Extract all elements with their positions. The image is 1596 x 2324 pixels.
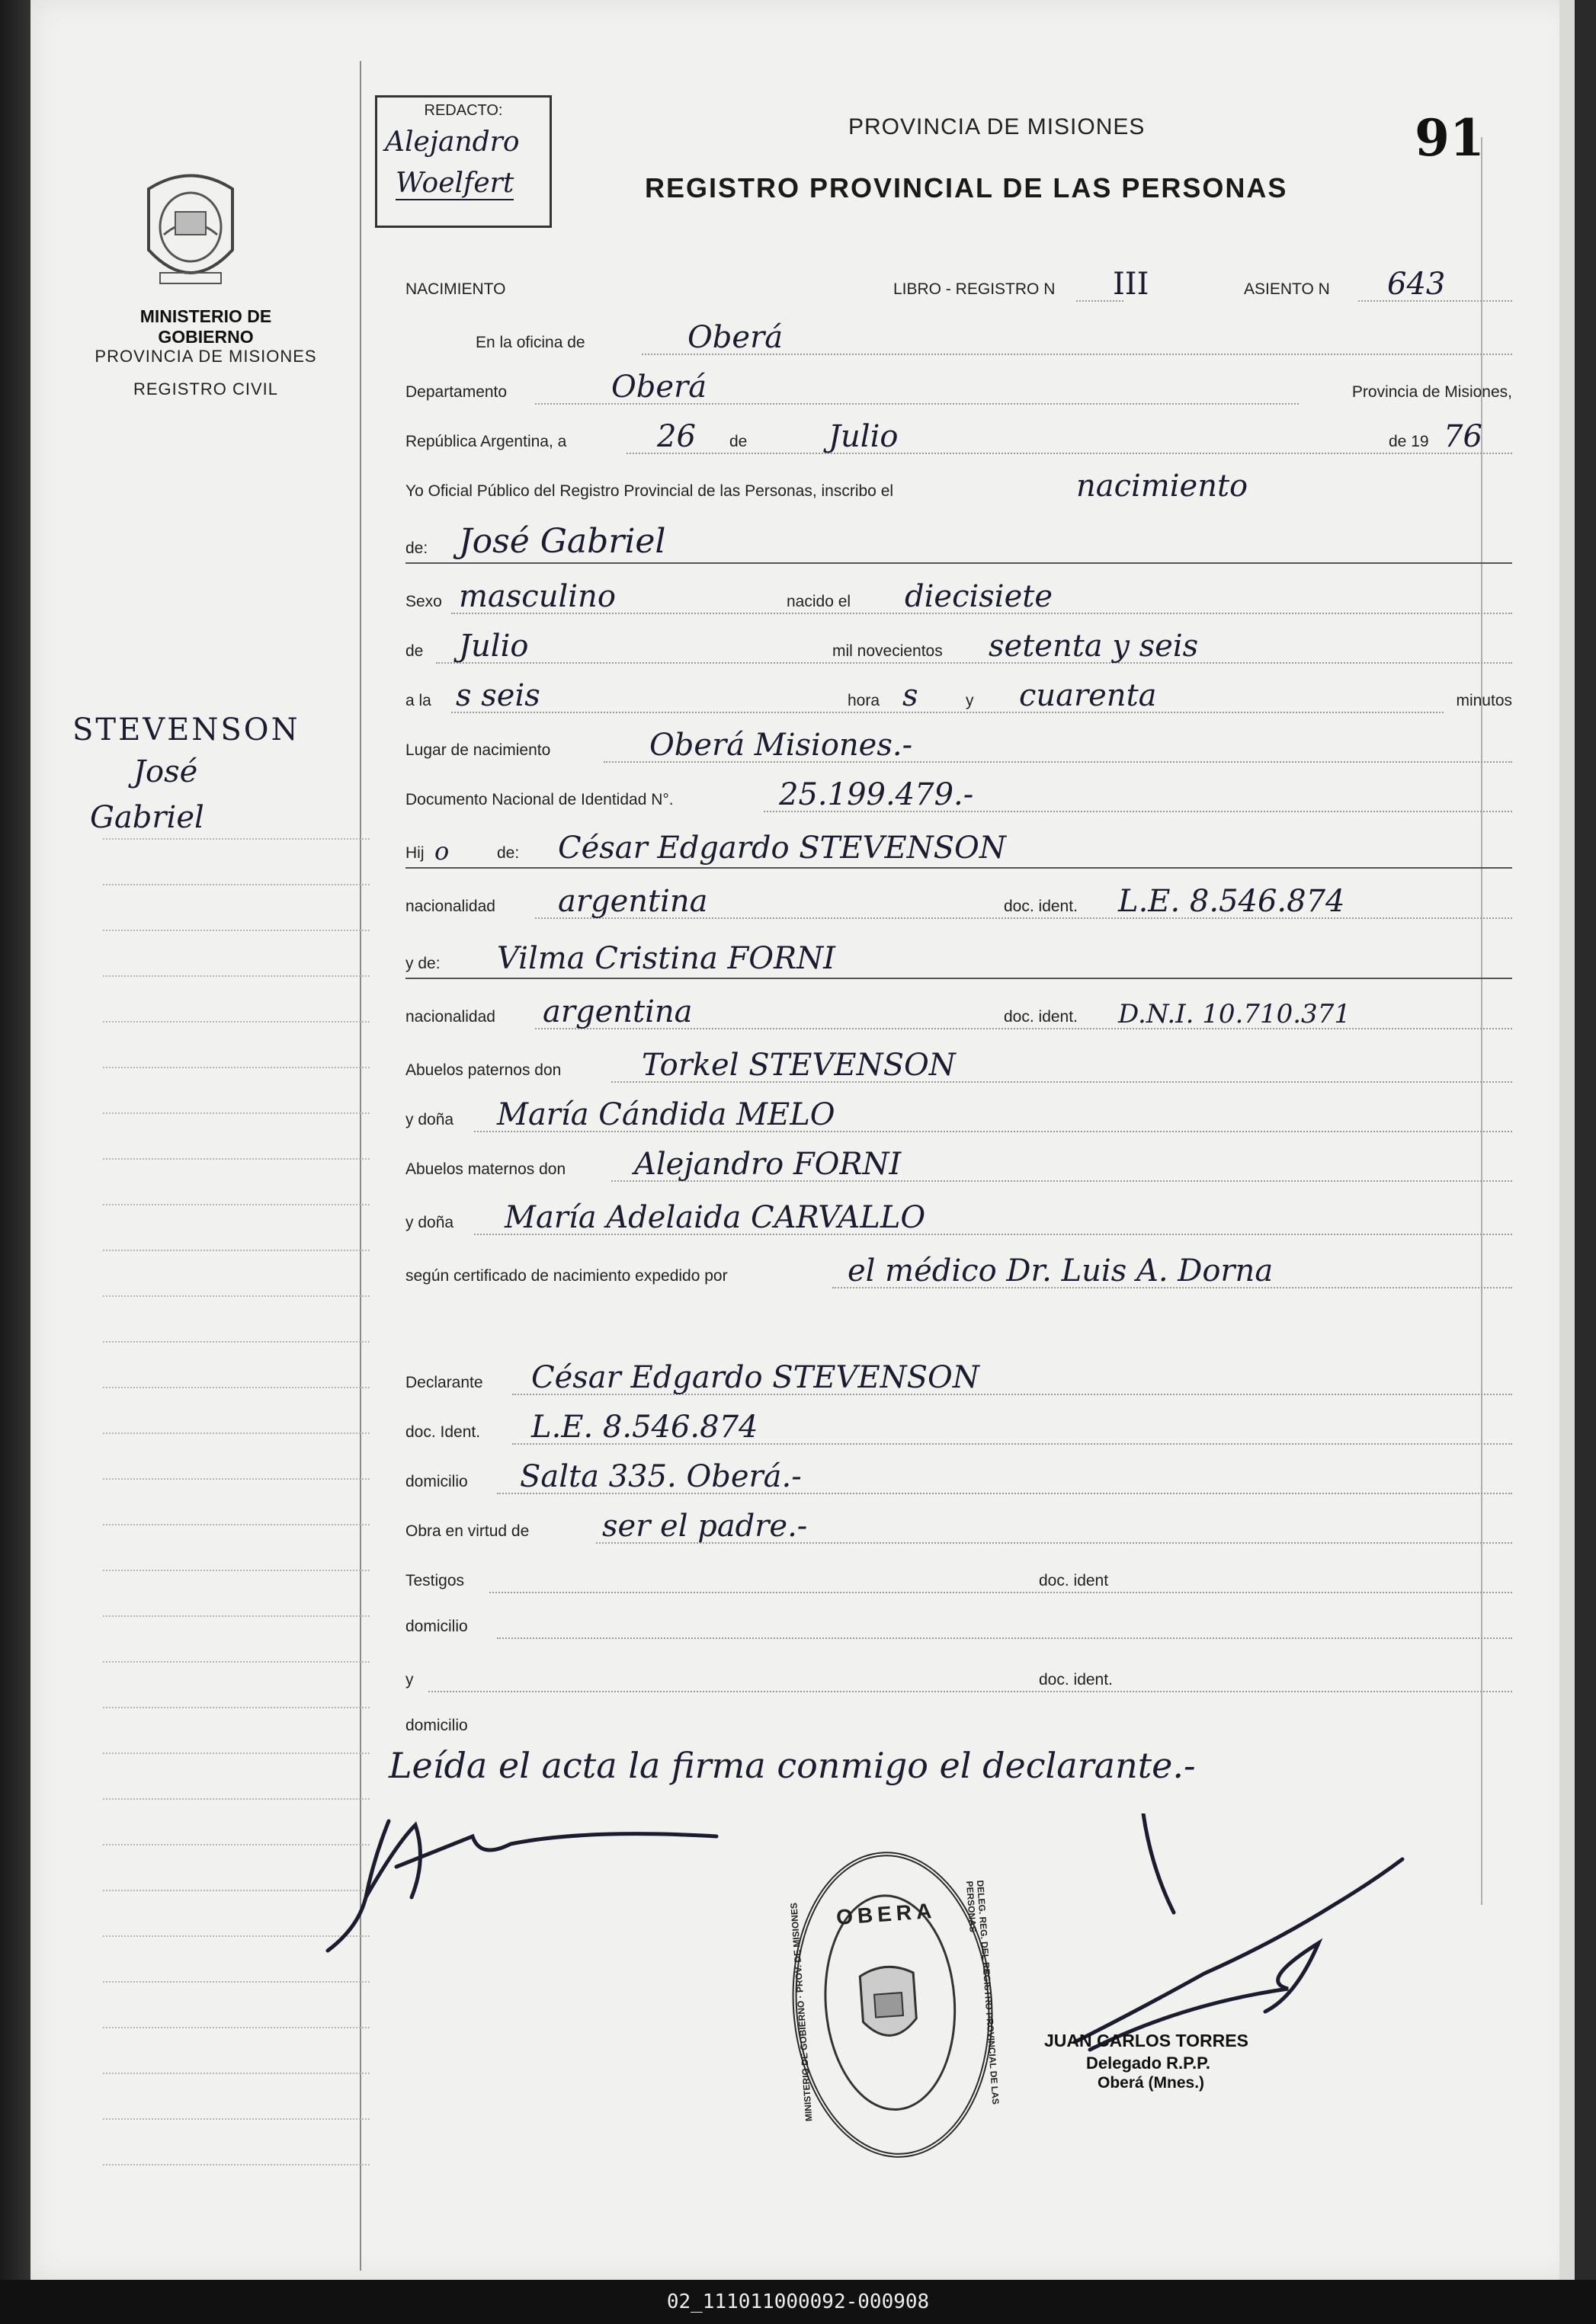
row-doc-declarante <box>405 1402 1512 1448</box>
libro-label: LIBRO - REGISTRO N <box>893 280 1056 298</box>
sexo-label: Sexo <box>405 593 442 610</box>
page-edge <box>1559 0 1575 2280</box>
ala-label: a la <box>405 692 431 709</box>
departamento-label: Departamento <box>405 383 508 401</box>
declarante-value: César Edgardo STEVENSON <box>531 1360 979 1395</box>
image-code-footer: 02_111011000092-000908 <box>0 2280 1596 2324</box>
margin-note-name2: Gabriel <box>90 800 204 835</box>
seal-crest-icon <box>855 1961 921 2049</box>
abuelos-pat-value: Torkel STEVENSON <box>642 1048 956 1083</box>
redacto-label: REDACTO: <box>424 102 503 119</box>
provincia-label: Provincia de Misiones, <box>1351 383 1512 401</box>
ministry-registro-civil: REGISTRO CIVIL <box>133 379 279 399</box>
redacto-name-line2: Woelfert <box>396 168 514 199</box>
hijo-suffix: o <box>434 837 450 866</box>
minutos-value: cuarenta <box>1019 678 1157 713</box>
doc2-label: doc. ident. <box>1004 1008 1078 1026</box>
dni-value: 25.199.479.- <box>779 777 974 812</box>
domicilio1-value: Salta 335. Oberá.- <box>520 1459 802 1494</box>
official-seal <box>782 1845 1002 2164</box>
page-number: 91 <box>1415 108 1485 168</box>
hora-label: hora <box>848 692 880 709</box>
sexo-value: masculino <box>459 579 616 614</box>
asiento-label: ASIENTO N <box>1244 280 1330 298</box>
row-domicilio-testigo1 <box>405 1596 1512 1642</box>
ministry-province: PROVINCIA DE MISIONES <box>95 347 317 366</box>
row-oficial <box>405 461 1512 507</box>
seal-ring-text: DELEG. REG. DEL REGISTRO PROVINCIAL DE LAS PERSONAS <box>963 1880 1002 2105</box>
row-oficina <box>405 312 1512 358</box>
declarante-label: Declarante <box>405 1374 483 1391</box>
nac2-label: nacionalidad <box>405 1008 495 1026</box>
mother-value: Vilma Cristina FORNI <box>497 941 835 976</box>
republica-label: República Argentina, a <box>405 433 567 450</box>
row-fecha <box>405 411 1512 457</box>
day-de-label: de <box>729 433 748 450</box>
official-place: Oberá (Mnes.) <box>1098 2074 1205 2092</box>
dni-label: Documento Nacional de Identidad N°. <box>405 791 674 808</box>
year-prefix: de 19 <box>1389 433 1429 450</box>
row-testigos <box>405 1551 1512 1596</box>
ministry-title: MINISTERIO DE GOBIERNO <box>139 306 272 347</box>
doc-testigo1-label: doc. ident <box>1034 1572 1113 1590</box>
row-abuela-paterna <box>405 1090 1512 1135</box>
row-abuelos-paternos <box>405 1040 1512 1086</box>
seal-top-text: OBERA <box>835 1898 937 1929</box>
doc-testigo2-label: doc. ident. <box>1034 1671 1117 1689</box>
official-title: Delegado R.P.P. <box>1086 2054 1211 2073</box>
mil-label: mil novecientos <box>832 642 943 660</box>
docdecl-label: doc. Ident. <box>405 1423 481 1441</box>
row-dni <box>405 770 1512 815</box>
row-abuela-materna <box>405 1192 1512 1238</box>
abuelos-pat-label: Abuelos paternos don <box>405 1061 562 1079</box>
year-value: 76 <box>1444 419 1482 454</box>
name-value: José Gabriel <box>459 522 666 561</box>
asiento-value: 643 <box>1387 267 1446 302</box>
hora-suffix: s <box>902 678 918 713</box>
dona1-label: y doña <box>405 1111 454 1128</box>
yde-label: y de: <box>405 955 441 972</box>
row-madre <box>405 933 1512 979</box>
seal-bottom-text: MINISTERIO DE GOBIERNO · PROV. DE MISIONES <box>788 1902 815 2122</box>
row-abuelos-maternos <box>405 1139 1512 1185</box>
abuelos-mat-value: Alejandro FORNI <box>634 1147 902 1182</box>
dona1-value: María Cándida MELO <box>497 1097 835 1132</box>
testigos-label: Testigos <box>405 1572 465 1589</box>
dona2-value: María Adelaida CARVALLO <box>505 1200 926 1235</box>
month-value: Julio <box>828 419 899 454</box>
declarant-signature-icon <box>282 1791 739 1966</box>
row-hora <box>405 671 1512 716</box>
y2-label: y <box>405 1671 414 1689</box>
redacto-name-line1: Alejandro <box>385 126 520 158</box>
libro-value: III <box>1113 267 1149 302</box>
hijo-label: Hij <box>405 844 425 862</box>
hijo-de-label: de: <box>497 844 520 862</box>
father-value: César Edgardo STEVENSON <box>558 831 1006 866</box>
doc1-label: doc. ident. <box>1004 898 1078 915</box>
nac1-value: argentina <box>558 884 708 919</box>
mil-value: setenta y seis <box>989 629 1199 664</box>
row-nacido-fecha <box>405 621 1512 667</box>
margin-note-surname: STEVENSON <box>72 712 300 747</box>
row-lugar <box>405 720 1512 766</box>
row-declarante <box>405 1352 1512 1398</box>
province-heading: PROVINCIA DE MISIONES <box>848 114 1146 139</box>
hora-value: s seis <box>456 678 540 713</box>
oficial-label: Yo Oficial Público del Registro Provincial de las Personas, inscribo el <box>405 482 894 500</box>
row-certificado <box>405 1246 1512 1292</box>
row-nac-madre <box>405 987 1512 1032</box>
minutos-label: minutos <box>1456 692 1512 709</box>
certificado-value: el médico Dr. Luis A. Dorna <box>848 1253 1274 1288</box>
row-nombre <box>405 518 1512 564</box>
nacido-de-label: de <box>405 642 424 660</box>
margin-note-name1: José <box>133 754 198 789</box>
provincial-crest-icon <box>141 166 240 288</box>
domicilio3-label: domicilio <box>405 1717 468 1734</box>
nac2-value: argentina <box>543 994 693 1029</box>
nacido-label: nacido el <box>787 593 851 610</box>
obra-label: Obra en virtud de <box>405 1522 530 1540</box>
domicilio1-label: domicilio <box>405 1473 468 1490</box>
nacido-month-value: Julio <box>459 629 529 664</box>
document-page <box>30 0 1575 2280</box>
oficina-value: Oberá <box>687 320 784 355</box>
row-domicilio-declarante <box>405 1452 1512 1497</box>
dona2-label: y doña <box>405 1214 454 1231</box>
row-nac-padre <box>405 876 1512 922</box>
docdecl-value: L.E. 8.546.874 <box>531 1410 758 1445</box>
nacido-value: diecisiete <box>905 579 1053 614</box>
redacto-box <box>375 95 552 228</box>
domicilio2-label: domicilio <box>405 1618 468 1635</box>
abuelos-mat-label: Abuelos maternos don <box>405 1160 566 1178</box>
row-domicilio-testigo2 <box>405 1695 1512 1741</box>
closing-statement: Leída el acta la firma conmigo el declarante.- <box>389 1745 1196 1786</box>
obra-value: ser el padre.- <box>602 1509 808 1544</box>
nacimiento-label: NACIMIENTO <box>405 280 506 298</box>
doc2-value: D.N.I. 10.710.371 <box>1118 999 1351 1029</box>
row-departamento <box>405 362 1512 408</box>
hora-y-label: y <box>966 692 974 709</box>
oficial-value: nacimiento <box>1076 469 1248 504</box>
official-signature-icon <box>1044 1813 1441 2065</box>
nombre-de-label: de: <box>405 539 428 557</box>
lugar-value: Oberá Misiones.- <box>649 728 913 763</box>
row-padre <box>405 823 1512 869</box>
departamento-value: Oberá <box>611 370 707 405</box>
official-name: JUAN CARLOS TORRES <box>1044 2031 1248 2050</box>
registry-title: REGISTRO PROVINCIAL DE LAS PERSONAS <box>645 172 1288 203</box>
lugar-label: Lugar de nacimiento <box>405 741 551 759</box>
doc1-value: L.E. 8.546.874 <box>1118 884 1345 919</box>
row-obra <box>405 1501 1512 1547</box>
oficina-label: En la oficina de <box>476 334 585 351</box>
row-nacimiento <box>405 259 1512 305</box>
certificado-label: según certificado de nacimiento expedido por <box>405 1267 728 1285</box>
day-value: 26 <box>657 419 696 454</box>
row-sexo <box>405 571 1512 617</box>
nac1-label: nacionalidad <box>405 898 495 915</box>
row-testigo2 <box>405 1650 1512 1695</box>
